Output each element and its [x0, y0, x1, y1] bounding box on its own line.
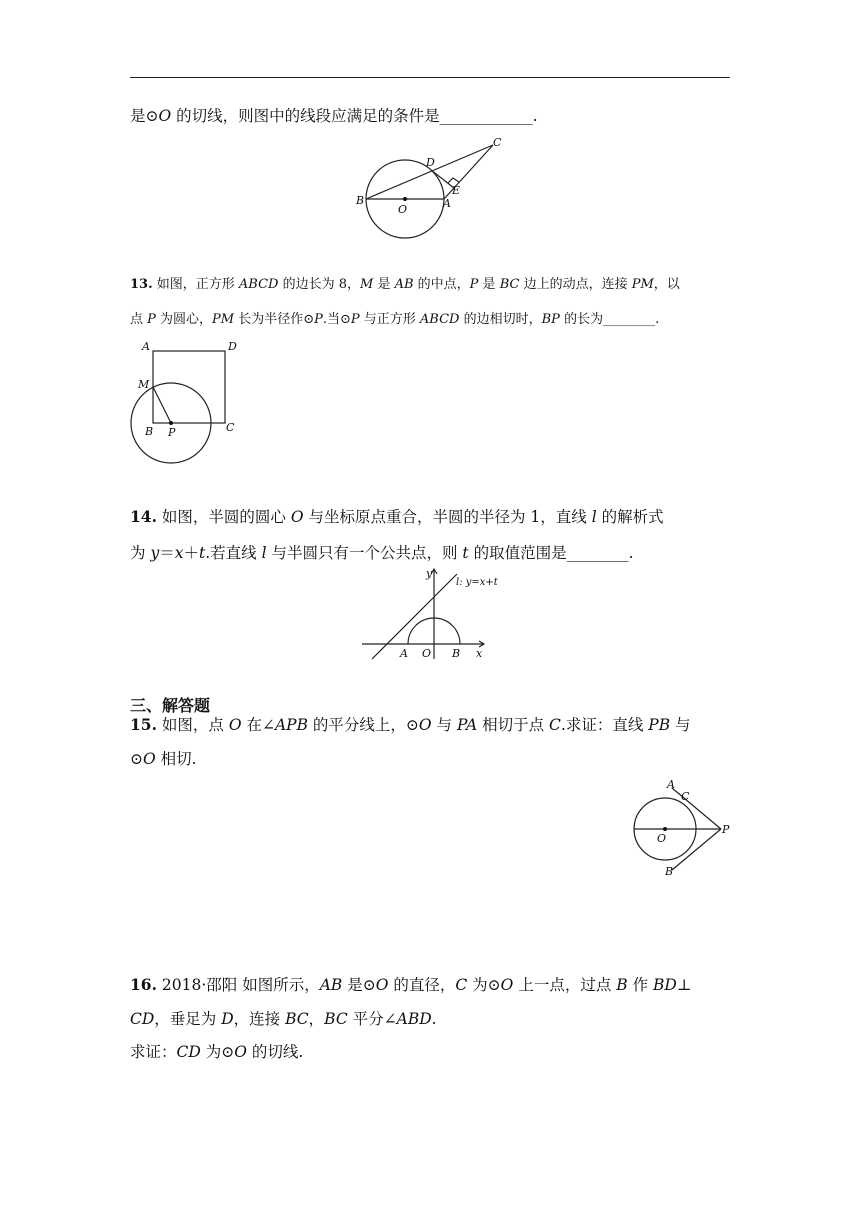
text-run: PA [456, 716, 478, 734]
text-run: 如图，正方形 [152, 277, 239, 292]
text-run: ABCD [419, 312, 460, 327]
text-run: 的解析式 [596, 508, 664, 526]
label-p: P [168, 426, 176, 439]
text-run: P [469, 277, 479, 292]
q13-figure [128, 338, 248, 468]
text-run: .当⊙ [322, 312, 351, 327]
text-run: O [375, 976, 389, 994]
text-run: 求证： [130, 1043, 177, 1061]
text-run: O [418, 716, 432, 734]
label-a: A [667, 778, 675, 791]
q15-line2 [130, 744, 730, 774]
label-line-l: l: y=x+t [456, 577, 498, 588]
line-l [372, 574, 457, 659]
label-a: A [142, 340, 150, 353]
text-run: ＋ [183, 544, 199, 562]
text-run: C [549, 716, 561, 734]
line-pb [672, 829, 721, 870]
text-run: l [591, 508, 597, 526]
line-bc [366, 145, 493, 199]
answer-blank[interactable]: ________ [603, 312, 656, 327]
text-run: O [143, 750, 156, 768]
text-run: CD [130, 1010, 155, 1028]
text-run: . [655, 312, 660, 327]
q14-line1 [130, 502, 730, 532]
text-run: 为⊙ [467, 976, 501, 994]
q12-text [130, 101, 730, 131]
label-o: O [398, 203, 408, 216]
text-run: B [616, 976, 628, 994]
text-run: 为圆心， [155, 312, 213, 327]
text-run: O [158, 107, 172, 125]
text-run: BP [541, 312, 560, 327]
text-run: BC [285, 1010, 309, 1028]
label-b: B [452, 647, 461, 660]
text-run: ⊥ [676, 976, 692, 994]
text-run: D [221, 1010, 234, 1028]
label-d: D [228, 340, 237, 353]
text-run: 的平分线上，⊙ [307, 716, 419, 734]
text-run: O [500, 976, 514, 994]
question-number: 16. [130, 975, 157, 994]
text-run: 的直径， [388, 976, 456, 994]
q15-figure [625, 776, 740, 881]
right-angle-mark [448, 178, 459, 183]
text-run: 为⊙ [200, 1043, 235, 1061]
text-run: APB [274, 716, 308, 734]
text-run: ，垂足为 [154, 1010, 222, 1028]
question-number: 13. [130, 277, 153, 292]
text-run: 是 [478, 277, 500, 292]
text-run: 与坐标原点重合，半圆的半径为 1，直线 [303, 508, 592, 526]
text-run: PB [648, 716, 671, 734]
text-run: ABCD [238, 277, 279, 292]
text-run: AB [394, 277, 414, 292]
text-run: AB [319, 976, 343, 994]
q13-line1 [130, 270, 730, 300]
label-e: E [452, 184, 461, 197]
label-b: B [356, 194, 365, 207]
text-run: t [198, 544, 206, 562]
text-run: x [174, 544, 184, 562]
q14-figure [360, 565, 510, 665]
text-run: ，以 [653, 277, 680, 292]
label-b: B [145, 425, 154, 438]
text-run: P [147, 312, 156, 327]
text-run: . [532, 107, 538, 125]
text-run: O [234, 1043, 247, 1061]
text-run: ＝ [159, 544, 175, 562]
text-run: 的边相切时， [459, 312, 542, 327]
label-c: C [493, 136, 502, 149]
text-run: M [360, 277, 374, 292]
text-run: 作 [627, 976, 653, 994]
text-run: 为 [130, 544, 151, 562]
label-y: y [426, 567, 433, 580]
q13-line2 [130, 305, 730, 335]
text-run: 上一点，过点 [513, 976, 617, 994]
label-b: B [665, 865, 674, 878]
label-d: D [426, 156, 435, 169]
text-run: PM [631, 277, 654, 292]
text-run: . [628, 544, 634, 562]
text-run: P [314, 312, 323, 327]
label-m: M [138, 378, 150, 391]
label-a: A [400, 647, 408, 660]
q16-line1 [130, 970, 730, 1000]
text-run: y [150, 544, 160, 562]
text-run: 的切线，则图中的线段应满足的条件是 [171, 107, 440, 125]
q16-line2 [130, 1004, 730, 1034]
text-run: BC [499, 277, 520, 292]
text-run: 的长为 [559, 312, 604, 327]
text-run: 的边长为 8， [278, 277, 360, 292]
text-run: 如图，半圆的圆心 [156, 508, 291, 526]
text-run: 是 [373, 277, 395, 292]
text-run: O [228, 716, 242, 734]
text-run: ， [308, 1010, 325, 1028]
text-run: 与 [431, 716, 457, 734]
text-run: 平分∠ [347, 1010, 397, 1028]
question-number: 14. [130, 507, 157, 526]
question-number: 15. [130, 715, 157, 734]
line-de [431, 170, 454, 188]
segment-pm [153, 387, 171, 423]
text-run: ABD [396, 1010, 432, 1028]
label-x: x [476, 647, 483, 660]
text-run: 的取值范围是 [468, 544, 567, 562]
text-run: .求证：直线 [560, 716, 649, 734]
text-run: PM [212, 312, 235, 327]
text-run: 的切线. [246, 1043, 304, 1061]
label-o: O [422, 647, 432, 660]
text-run: 相切. [155, 750, 197, 768]
text-run: .若直线 [205, 544, 262, 562]
text-run: 相切于点 [477, 716, 550, 734]
text-run: t [462, 544, 469, 562]
text-run: O [290, 508, 304, 526]
text-run: P [350, 312, 360, 327]
label-c: C [681, 790, 690, 803]
q15-line1 [130, 710, 730, 740]
text-run: ⊙ [130, 750, 143, 768]
text-run: C [455, 976, 468, 994]
answer-blank[interactable]: ________ [566, 544, 629, 562]
q16-line3 [130, 1037, 730, 1067]
text-run: . [431, 1010, 437, 1028]
text-run: 在∠ [241, 716, 275, 734]
line-pa [672, 788, 721, 829]
center-dot [663, 827, 667, 831]
text-run: 2018·邵阳 如图所示， [156, 976, 320, 994]
label-a: A [443, 197, 451, 210]
text-run: 是⊙ [130, 107, 159, 125]
q12-figure [355, 135, 515, 245]
text-run: 是⊙ [342, 976, 376, 994]
text-run: 的中点， [413, 277, 470, 292]
text-run: 与半圆只有一个公共点，则 [266, 544, 463, 562]
text-run: l [261, 544, 267, 562]
answer-blank[interactable]: ____________ [439, 107, 533, 125]
text-run: 点 [130, 312, 148, 327]
header-rule [130, 77, 730, 78]
section-heading: 三、解答题 [130, 696, 211, 715]
label-c: C [226, 421, 235, 434]
point-p [169, 421, 173, 425]
text-run: 如图，点 [156, 716, 229, 734]
label-o: O [657, 832, 667, 845]
center-dot [403, 197, 407, 201]
text-run: CD [176, 1043, 201, 1061]
text-run: 与 [670, 716, 691, 734]
text-run: BC [324, 1010, 348, 1028]
text-run: 与正方形 [359, 312, 420, 327]
q14-line2 [130, 538, 730, 568]
label-p: P [722, 823, 730, 836]
text-run: 边上的动点，连接 [519, 277, 632, 292]
text-run: BD [653, 976, 677, 994]
text-run: ，连接 [233, 1010, 286, 1028]
text-run: 长为半径作⊙ [234, 312, 315, 327]
